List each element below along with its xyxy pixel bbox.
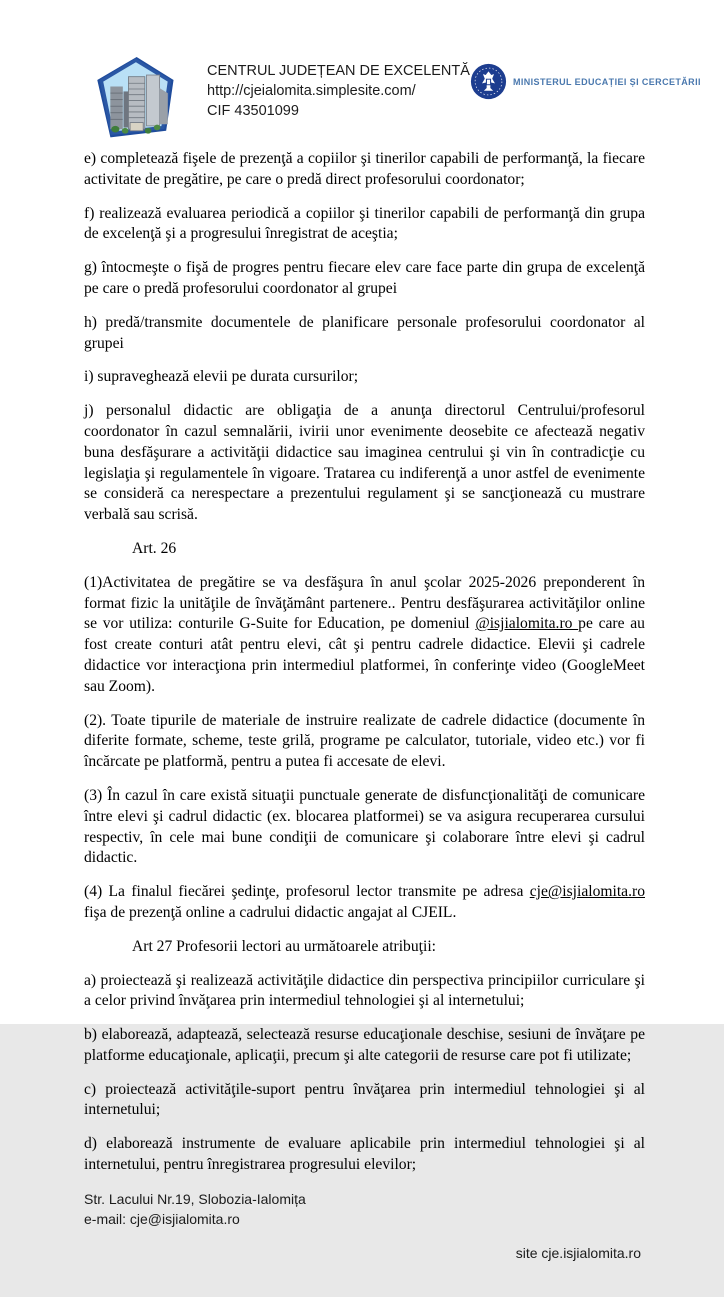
page-header — [94, 55, 701, 141]
document-paragraph — [84, 1080, 645, 1122]
page-footer — [84, 1189, 645, 1297]
document-paragraph — [84, 313, 645, 355]
document-paragraph — [84, 937, 645, 958]
paragraph-text: (4) La finalul fiecărei şedinţe, profesorul lector transmite pe adresa — [84, 883, 530, 901]
footer-address: Str. Lacului Nr.19, Slobozia-Ialomița — [84, 1190, 306, 1207]
footer-email[interactable]: e-mail: cje@isjialomita.ro — [84, 1210, 240, 1227]
ministry-seal-icon — [470, 63, 507, 100]
email-link[interactable]: cje@isjialomita.ro — [529, 883, 645, 901]
document-paragraph — [84, 401, 645, 526]
org-name: CENTRUL JUDEȚEAN DE EXCELENTĂ — [207, 63, 470, 79]
ministry-name: MINISTERUL EDUCAȚIEI ȘI CERCETĂRII — [512, 76, 701, 87]
paragraph-text: d) elaborează instrumente de evaluare aplicabile prin intermediul tehnologiei şi al internetului, pentru înregistrarea progresului elevilor; — [84, 1135, 645, 1174]
paragraph-text: e) completează fişele de prezenţă a copiilor şi tinerilor capabili de performanţă, la fiecare activitate de pregătire, pe care o predă direct profesorului coordonator; — [84, 150, 645, 188]
paragraph-text: a) proiectează şi realizează activităţile didactice din perspectiva principiilor curriculare şi a celor privind învăţarea prin intermediul tehnologiei şi al internetului; — [84, 971, 645, 1010]
paragraph-text: h) predă/transmite documentele de planificare personale profesorului coordonator al grupei — [84, 313, 645, 352]
paragraph-text: pe care au fost create conturi atât pentru elevi, cât şi pentru cadrele didactice. Elevii şi cadrele didactice vor interacţiona prin intermediul platformei, în conferinţe video (GoogleMeet sau Zoom). — [84, 615, 645, 695]
paragraph-text: (3) În cazul în care există situaţii punctuale generate de disfuncţionalităţi de comunicare între elevi şi cadrul didactic (ex. blocarea platformei) se va asigura recuperarea cursului respectiv, în cele mai bune condiţii de comunicare şi colaborare între elevi şi cadrul didactic. — [84, 786, 645, 867]
document-paragraph — [84, 711, 645, 773]
document-paragraph — [84, 539, 645, 560]
document-paragraph — [84, 882, 645, 924]
document-paragraph — [84, 367, 645, 388]
paragraph-text: b) elaborează, adaptează, selectează resurse educaţionale deschise, sesiuni de învăţare pe platforme educaţionale, aplicaţii, precum şi alte categorii de resurse care pot fi utilizate; — [84, 1026, 645, 1064]
email-link[interactable]: @isjialomita.ro — [475, 615, 579, 633]
paragraph-text: i) supraveghează elevii pe durata cursurilor; — [84, 368, 359, 386]
document-paragraph — [84, 1134, 645, 1176]
paragraph-text: Art 27 Profesorii lectori au următoarele atribuţii: — [132, 937, 436, 955]
document-paragraph — [84, 204, 645, 246]
org-cif: CIF 43501099 — [207, 103, 299, 119]
org-info-block — [207, 61, 470, 121]
document-paragraph — [84, 786, 645, 869]
paragraph-text: (2). Toate tipurile de materiale de instruire realizate de cadrele didactice (documente în diferite formate, scheme, teste grilă, programe pe calculator, tutoriale, video etc.) vor fi încărcate pe platformă, pentru a putea fi accesate de elevi. — [84, 711, 645, 771]
document-paragraph — [84, 573, 645, 698]
document-paragraph — [84, 971, 645, 1013]
document-body — [84, 149, 645, 1189]
paragraph-text: f) realizează evaluarea periodică a copiilor şi tinerilor capabili de performanţă din grupa de excelenţă şi a progresului înregistrat de aceştia; — [84, 204, 645, 243]
paragraph-text: g) întocmeşte o fişă de progres pentru fiecare elev care face parte din grupa de excelenţă pe care o predă profesorului coordonator al grupei — [84, 259, 645, 297]
document-paragraph — [84, 258, 645, 300]
footer-site[interactable]: site cje.isjialomita.ro — [515, 1244, 641, 1261]
paragraph-text: (1)Activitatea de pregătire se va desfăşura în anul şcolar 2025-2026 preponderent în format fizic la unităţile de învăţământ partenere.. Pentru desfăşurarea activităţilor online se vor utiliza: conturile G-Suite for Education, pe domeniul — [84, 573, 645, 633]
cje-building-logo-icon — [94, 55, 176, 141]
paragraph-text: fişa de prezenţă online a cadrului didactic angajat al CJEIL. — [84, 903, 457, 921]
paragraph-text: c) proiectează activităţile-suport pentru învăţarea prin intermediul tehnologiei şi al internetului; — [84, 1080, 645, 1119]
paragraph-text: j) personalul didactic are obligaţia de a anunţa directorul Centrului/profesorul coordonator în cazul semnalării, ivirii unor evenimente deosebite ce afectează negativ buna desfăşurare a activităţii didactice sau imaginea centrului şi vin în contradicţie cu legislaţia şi regulamentele în vigoare. Tratarea cu indiferenţă a unor astfel de evenimente se consideră ca nerespectare a prezentului regulament şi se sancţionează cu mustrare verbală sau scrisă. — [84, 402, 645, 524]
document-paragraph — [84, 149, 645, 191]
org-url[interactable]: http://cjeialomita.simplesite.com/ — [207, 83, 416, 99]
paragraph-text: Art. 26 — [132, 539, 177, 557]
ministry-block — [470, 63, 701, 100]
document-paragraph — [84, 1025, 645, 1067]
